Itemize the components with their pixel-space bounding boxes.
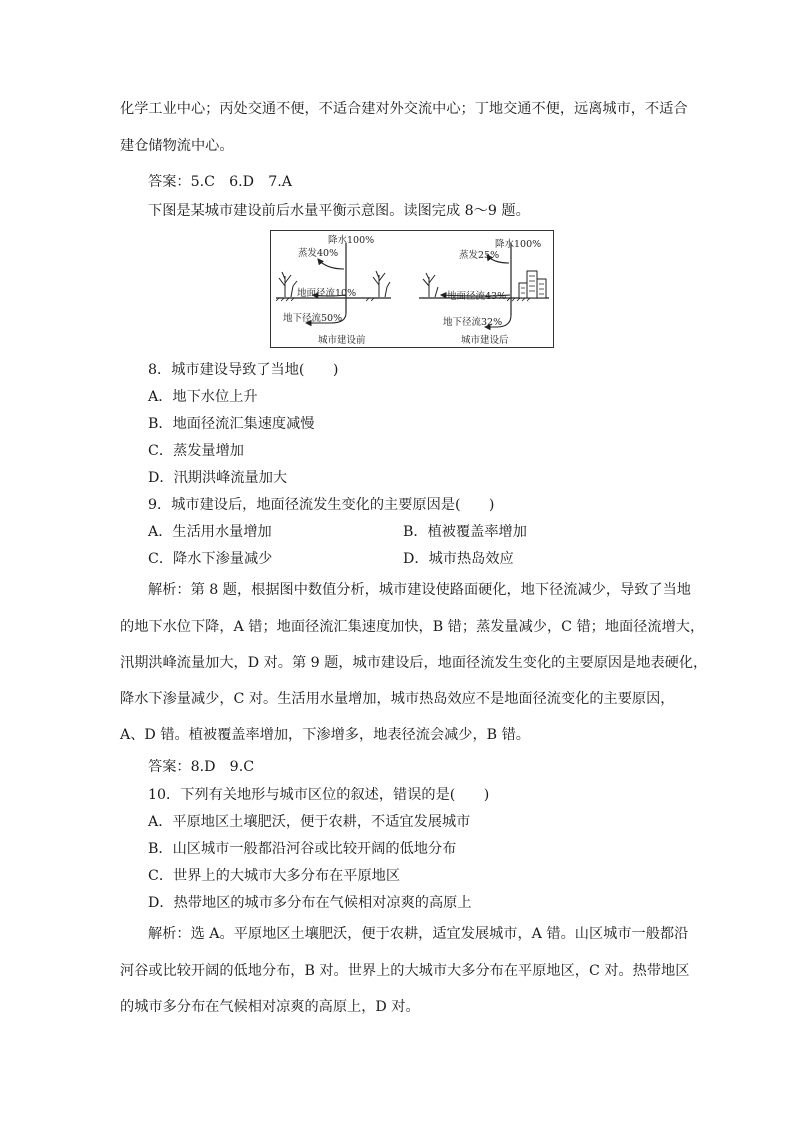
ground-runoff-label: 地下径流32% [443,317,503,328]
text-line: 建仓储物流中心。 [120,138,234,154]
option-a: A．平原地区土壤肥沃，便于农耕，不适宜发展城市 [148,814,471,830]
tree-icon [373,271,390,297]
surface-runoff-label: 地面径流10% [297,288,357,299]
option-a: A．地下水位上升 [148,389,258,405]
panel-caption: 城市建设前 [318,335,366,346]
option-b: B．植被覆盖率增加 [403,524,527,540]
figure-intro: 下图是某城市建设前后水量平衡示意图。读图完成 8～9 题。 [148,203,530,219]
question-9: 9．城市建设后，地面径流发生变化的主要原因是( ) [148,497,495,513]
tree-icon [279,272,297,297]
explanation-line: 解析：选 A。平原地区土壤肥沃，便于农耕，适宜发展城市，A 错。山区城市一般都沿 [148,926,689,942]
explanation-line: A、D 错。植被覆盖率增加，下渗增多，地表径流会减少，B 错。 [120,727,530,743]
evap-label: 蒸发40% [298,248,339,259]
explanation-line: 汛期洪峰流量加大，D 对。第 9 题，城市建设后，地面径流发生变化的主要原因是地表硬化， [120,655,708,671]
option-c: C．世界上的大城市大多分布在平原地区 [148,868,401,884]
question-10: 10．下列有关地形与城市区位的叙述，错误的是( ) [148,787,490,803]
water-balance-figure [270,230,554,348]
option-c: C．蒸发量增加 [148,443,244,459]
tree-icon [423,273,438,297]
answer-line: 答案：8.D 9.C [148,759,255,775]
precip-label: 降水100% [328,235,375,246]
building-icon [519,271,546,298]
panel-caption: 城市建设后 [461,335,509,346]
explanation-line: 的城市多分布在气候相对凉爽的高原上，D 对。 [120,999,420,1015]
precip-label: 降水100% [495,239,542,250]
option-b: B．地面径流汇集速度减慢 [148,416,315,432]
option-d: D．城市热岛效应 [403,551,514,567]
panel-before [276,234,391,346]
option-d: D．热带地区的城市多分布在气候相对凉爽的高原上 [148,895,472,911]
option-b: B．山区城市一般都沿河谷或比较开阔的低地分布 [148,841,457,857]
explanation-line: 解析：第 8 题，根据图中数值分析，城市建设使路面硬化，地下径流减少，导致了当地 [148,582,691,598]
question-8: 8．城市建设导致了当地( ) [148,362,339,378]
explanation-line: 的地下水位下降，A 错；地面径流汇集速度加快，B 错；蒸发量减少，C 错；地面径流增大， [120,619,705,635]
water-balance-diagram [271,231,555,349]
ground-runoff-label: 地下径流50% [283,313,343,324]
explanation-line: 河谷或比较开阔的低地分布，B 对。世界上的大城市大多分布在平原地区，C 对。热带地区 [120,963,690,979]
option-c: C．降水下渗量减少 [148,551,273,567]
option-d: D．汛期洪峰流量加大 [148,470,288,486]
evap-label: 蒸发25% [459,250,500,261]
explanation-line: 降水下渗量减少，C 对。生活用水量增加，城市热岛效应不是地面径流变化的主要原因， [120,691,675,707]
text-line: 化学工业中心；丙处交通不便，不适合建对外交流中心；丁地交通不便，远离城市，不适合 [120,101,688,117]
surface-runoff-label: 地面径流43% [447,291,507,302]
option-a: A．生活用水量增加 [148,524,272,540]
panel-after [419,238,549,346]
answer-line: 答案：5.C 6.D 7.A [148,174,293,190]
